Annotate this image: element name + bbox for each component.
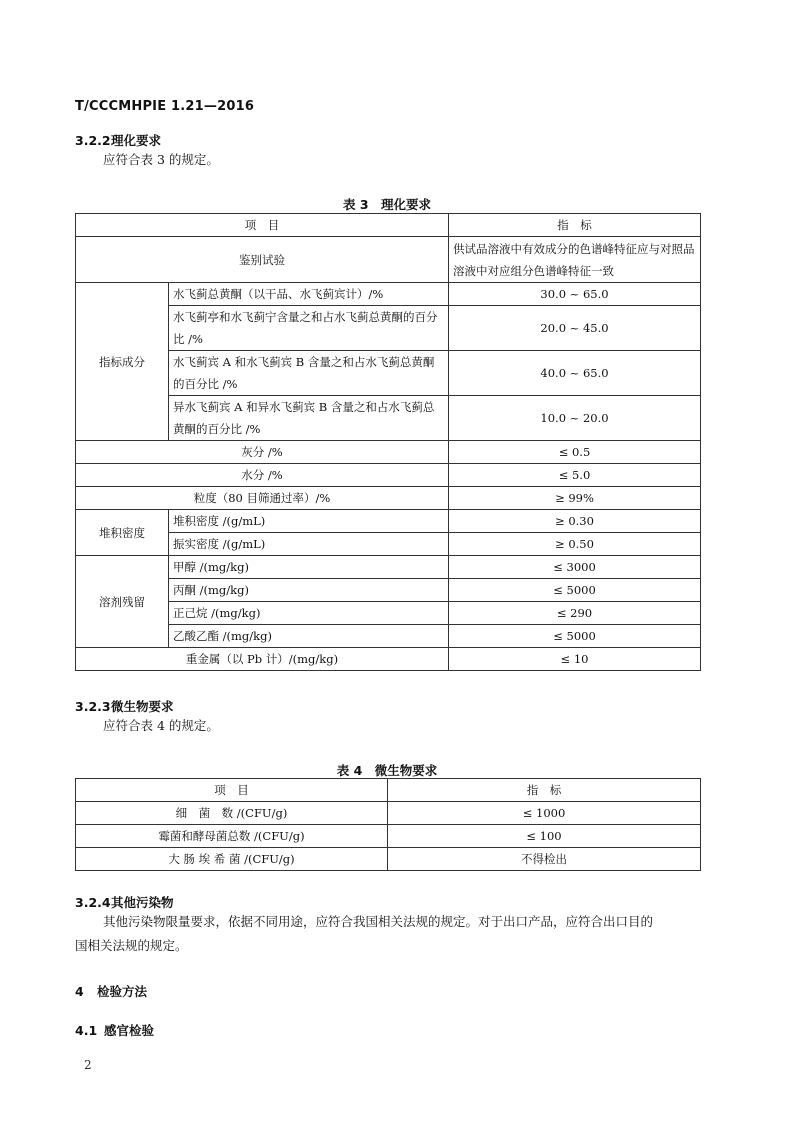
row-label: 振实密度 /(g/mL) — [169, 533, 449, 556]
table-header-index: 指 标 — [449, 214, 701, 237]
row-value: ≤ 10 — [449, 648, 701, 671]
row-value: 不得检出 — [388, 848, 701, 871]
table-4-caption: 表 4 微生物要求 — [336, 763, 438, 778]
table-header-item: 项 目 — [76, 779, 388, 802]
row-value: 20.0 ~ 45.0 — [449, 306, 701, 351]
row-value: ≤ 1000 — [388, 802, 701, 825]
row-value: 30.0 ~ 65.0 — [449, 283, 701, 306]
section-3-2-3-text: 应符合表 4 的规定。 — [103, 718, 219, 733]
section-3-2-3-heading — [75, 697, 174, 715]
row-value: 供试品溶液中有效成分的色谱峰特征应与对照品溶液中对应组分色谱峰特征一致 — [449, 237, 701, 283]
row-label: 粒度（80 目筛通过率）/% — [76, 487, 449, 510]
section-title: 感官检验 — [104, 1023, 155, 1038]
row-value: ≤ 5000 — [449, 625, 701, 648]
section-3-2-4-text-line1: 其他污染物限量要求，依据不同用途，应符合我国相关法规的规定。对于出口产品，应符合出口目的 — [103, 914, 654, 929]
row-value: ≤ 5.0 — [449, 464, 701, 487]
table-3-caption: 表 3 理化要求 — [342, 197, 432, 212]
section-3-2-4-heading — [75, 893, 174, 911]
row-value: ≥ 0.30 — [449, 510, 701, 533]
row-label: 甲醇 /(mg/kg) — [169, 556, 449, 579]
section-4-1-heading — [75, 1021, 154, 1039]
row-label: 正己烷 /(mg/kg) — [169, 602, 449, 625]
table-header-item: 项 目 — [76, 214, 449, 237]
group-label: 溶剂残留 — [76, 556, 169, 648]
row-label: 堆积密度 /(g/mL) — [169, 510, 449, 533]
row-label: 重金属（以 Pb 计）/(mg/kg) — [76, 648, 449, 671]
section-number: 4.1 — [75, 1023, 98, 1038]
section-number: 3.2.3 — [75, 699, 111, 714]
row-label: 水飞蓟总黄酮（以干品、水飞蓟宾计）/% — [169, 283, 449, 306]
row-label: 水飞蓟宾 A 和水飞蓟宾 B 含量之和占水飞蓟总黄酮的百分比 /% — [169, 351, 449, 396]
row-value: ≤ 100 — [388, 825, 701, 848]
row-label: 水飞蓟亭和水飞蓟宁含量之和占水飞蓟总黄酮的百分比 /% — [169, 306, 449, 351]
section-title: 检验方法 — [97, 984, 148, 999]
table-header-index: 指 标 — [388, 779, 701, 802]
row-value: 10.0 ~ 20.0 — [449, 396, 701, 441]
row-label: 异水飞蓟宾 A 和异水飞蓟宾 B 含量之和占水飞蓟总黄酮的百分比 /% — [169, 396, 449, 441]
section-4-heading — [75, 982, 147, 1000]
row-value: ≤ 5000 — [449, 579, 701, 602]
group-label: 堆积密度 — [76, 510, 169, 556]
page-number: 2 — [84, 1058, 92, 1072]
row-value: ≥ 0.50 — [449, 533, 701, 556]
section-3-2-2-text: 应符合表 3 的规定。 — [103, 152, 219, 167]
section-3-2-2-heading — [75, 131, 161, 149]
row-label: 丙酮 /(mg/kg) — [169, 579, 449, 602]
row-label: 灰分 /% — [76, 441, 449, 464]
row-label: 大 肠 埃 希 菌 /(CFU/g) — [76, 848, 388, 871]
table-3 — [75, 213, 701, 671]
row-label: 霉菌和酵母菌总数 /(CFU/g) — [76, 825, 388, 848]
section-title: 其他污染物 — [111, 895, 174, 910]
row-value: ≤ 0.5 — [449, 441, 701, 464]
row-value: ≤ 3000 — [449, 556, 701, 579]
row-label: 鉴别试验 — [76, 237, 449, 283]
section-3-2-4-text-line2: 国相关法规的规定。 — [75, 938, 188, 953]
group-label: 指标成分 — [76, 283, 169, 441]
section-number: 4 — [75, 984, 84, 999]
row-label: 细 菌 数 /(CFU/g) — [76, 802, 388, 825]
row-label: 乙酸乙酯 /(mg/kg) — [169, 625, 449, 648]
section-title: 微生物要求 — [111, 699, 174, 714]
row-value: 40.0 ~ 65.0 — [449, 351, 701, 396]
section-title: 理化要求 — [111, 133, 162, 148]
section-number: 3.2.2 — [75, 133, 111, 148]
document-id: T/CCCMHPIE 1.21—2016 — [75, 99, 255, 114]
section-number: 3.2.4 — [75, 895, 111, 910]
table-4 — [75, 778, 701, 871]
row-value: ≤ 290 — [449, 602, 701, 625]
row-value: ≥ 99% — [449, 487, 701, 510]
row-label: 水分 /% — [76, 464, 449, 487]
